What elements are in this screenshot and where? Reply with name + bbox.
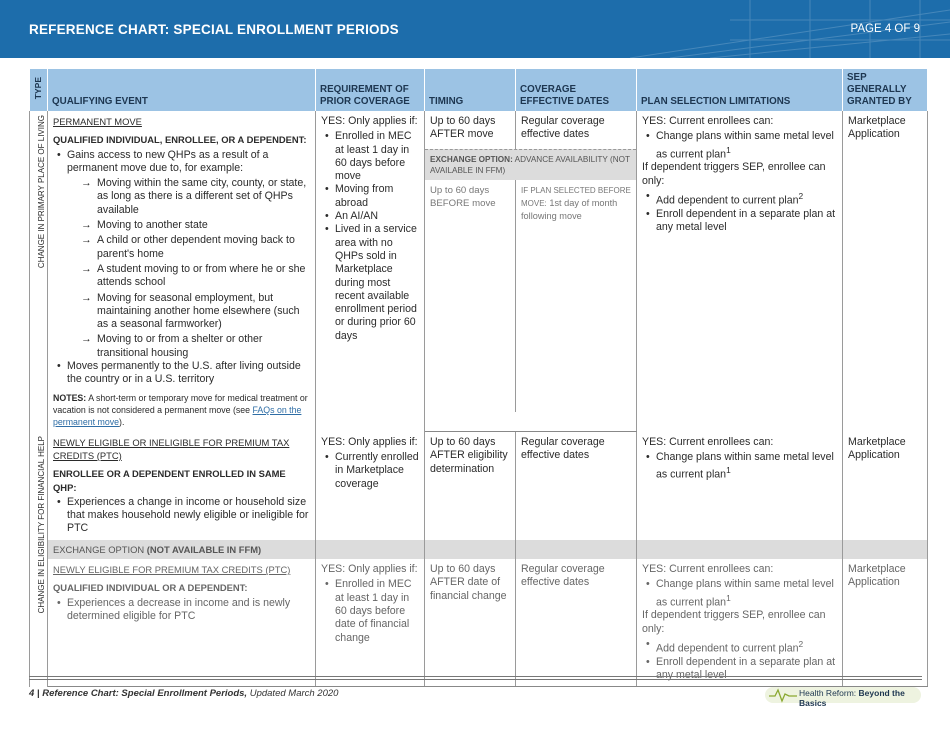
column-header-plan-selection: PLAN SELECTION LIMITATIONS xyxy=(637,69,843,111)
plan-selection-cell: YES: Current enrollees can: • Change plans within same metal level as current plan$^1$ xyxy=(637,432,843,540)
column-header-type: TYPE xyxy=(30,69,48,111)
plan-selection-cell: YES: Current enrollees can: • Change plans within same metal level as current plan$^1$ If dependent triggers SEP, enrollee can only: • Add dependent to current plan$^2$ • Enroll dependent in a separate plan at any metal level xyxy=(637,111,843,432)
table-header-row xyxy=(30,69,928,111)
event-cell-ptc: NEWLY ELIGIBLE OR INELIGIBLE FOR PREMIUM TAX CREDITS (PTC) ENROLLEE OR A DEPENDENT ENROLLED IN SAME QHP: • Experiences a change in income or household size that makes household newly eligible or ineligible for PTC xyxy=(48,432,316,540)
timing-cell: Up to 60 days AFTER date of financial change xyxy=(425,559,516,687)
logo-text: Health Reform: Beyond the Basics xyxy=(799,688,905,708)
table-row-ptc-eligibility xyxy=(30,432,928,540)
effective-cell: Regular coverage effective dates xyxy=(516,559,637,687)
list-item: • An AI/AN xyxy=(329,210,419,223)
brand-logo xyxy=(765,686,921,708)
list-item: → Moving to another state xyxy=(81,219,310,232)
exchange-timing: Up to 60 days BEFORE move xyxy=(425,180,516,412)
list-item: → Moving within the same city, county, or state, as long as there is a different set of QHPs available xyxy=(81,177,310,217)
exchange-option-banner: EXCHANGE OPTION: ADVANCE AVAILABILITY (NOT AVAILABLE IN FFM) xyxy=(425,149,636,180)
timing-cell: Up to 60 days AFTER move xyxy=(425,111,516,149)
footer-text: 4 | Reference Chart: Special Enrollment Periods, Updated March 2020 xyxy=(29,688,339,699)
event-cell-newly-eligible: NEWLY ELIGIBLE FOR PREMIUM TAX CREDITS (PTC) QUALIFIED INDIVIDUAL OR A DEPENDENT: • Experiences a decrease in income and is newly determined eligible for PTC xyxy=(48,559,316,687)
requirement-cell: YES: Only applies if: • Currently enrolled in Marketplace coverage xyxy=(316,432,425,540)
list-item: • Gains access to new QHPs as a result of a permanent move due to, for example: → Moving within the same city, county, or state, as long as there is a different set of QHPs available → Moving to another state → A child or other dependent moving back to parent's home → A student moving to or from where he or she attends school → Moving for seasonal employment, but maintaining another home elsewhere (such as a seasonal farmworker) → Moving to or from a shelter or other transitional housing xyxy=(61,149,310,360)
list-item: • Change plans within same metal level as current plan$^1$ xyxy=(650,451,837,482)
list-item: • Change plans within same metal level as current plan$^1$ xyxy=(650,578,837,609)
type-cell-primary-place xyxy=(30,111,48,432)
list-item: • Enroll dependent in a separate plan at any metal level xyxy=(650,656,837,683)
arrow-list xyxy=(81,177,310,360)
granted-by-cell: Marketplace Application xyxy=(843,111,928,432)
requirement-cell: YES: Only applies if: • Enrolled in MEC at least 1 day in 60 days before date of financial change xyxy=(316,559,425,687)
column-header-granted-by: SEP GENERALLY GRANTED BY xyxy=(843,69,928,111)
list-item: • Currently enrolled in Marketplace coverage xyxy=(329,451,419,491)
footer-divider xyxy=(29,679,922,680)
list-item: → Moving for seasonal employment, but maintaining another home elsewhere (such as a seasonal farmworker) xyxy=(81,292,310,332)
list-item: • Add dependent to current plan$^2$ xyxy=(650,638,837,656)
list-item: • Experiences a change in income or household size that makes household newly eligible or ineligible for PTC xyxy=(61,496,310,536)
event-cell-permanent-move xyxy=(48,111,316,432)
exchange-option-label: EXCHANGE OPTION (NOT AVAILABLE IN FFM) xyxy=(48,540,316,559)
column-header-timing: TIMING xyxy=(425,69,516,111)
column-header-prior-coverage: REQUIREMENT OF PRIOR COVERAGE xyxy=(316,69,425,111)
notes: NOTES: A short-term or temporary move for medical treatment or vacation is not considered a permanent move (see FAQs on the permanent move). xyxy=(53,392,308,427)
list-item: • Moves permanently to the U.S. after living outside the country or in a U.S. territory xyxy=(61,360,310,387)
document-title: REFERENCE CHART: SPECIAL ENROLLMENT PERIODS xyxy=(29,22,399,37)
table-row-exchange-option xyxy=(30,540,928,559)
event-who: QUALIFIED INDIVIDUAL, ENROLLEE, OR A DEPENDENT: xyxy=(53,134,307,146)
list-item: • Lived in a service area with no QHPs sold in Marketplace during most recent available enrollment period or during prior 60 days xyxy=(329,223,419,343)
exchange-option-cell xyxy=(425,149,637,432)
list-item: • Experiences a decrease in income and is newly determined eligible for PTC xyxy=(61,597,310,624)
faq-link[interactable]: FAQs on the permanent move xyxy=(53,404,302,427)
event-title: PERMANENT MOVE xyxy=(53,116,142,127)
page-indicator: PAGE 4 OF 9 xyxy=(850,23,920,35)
list-item: → A student moving to or from where he or she attends school xyxy=(81,263,310,290)
table-row-permanent-move xyxy=(30,111,928,149)
list-item: • Enroll dependent in a separate plan at any metal level xyxy=(650,208,837,235)
sep-reference-table xyxy=(29,69,928,687)
exchange-effective: IF PLAN SELECTED BEFORE MOVE: 1st day of month following move xyxy=(521,186,631,221)
effective-cell: Regular coverage effective dates xyxy=(516,432,637,540)
requirement-list xyxy=(321,130,419,343)
type-cell-financial-help xyxy=(30,432,48,687)
list-item: • Enrolled in MEC at least 1 day in 60 days before date of financial change xyxy=(329,578,419,644)
list-item: • Add dependent to current plan$^2$ xyxy=(650,190,837,208)
list-item: • Change plans within same metal level as current plan$^1$ xyxy=(650,130,837,161)
column-header-effective-dates: COVERAGE EFFECTIVE DATES xyxy=(516,69,637,111)
column-header-qualifying-event: QUALIFYING EVENT xyxy=(48,69,316,111)
list-item: • Enrolled in MEC at least 1 day in 60 days before move xyxy=(329,130,419,183)
timing-cell: Up to 60 days AFTER eligibility determination xyxy=(425,432,516,540)
type-label-primary-place: CHANGE IN PRIMARY PLACE OF LIVING xyxy=(37,115,46,269)
table-row-newly-eligible-ptc xyxy=(30,559,928,687)
list-item: • Moving from abroad xyxy=(329,183,419,210)
event-bullets xyxy=(53,149,310,387)
granted-by-cell: Marketplace Application xyxy=(843,559,928,687)
effective-cell: Regular coverage effective dates xyxy=(516,111,637,149)
granted-by-cell: Marketplace Application xyxy=(843,432,928,540)
type-label-financial-help: CHANGE IN ELIGIBILITY FOR FINANCIAL HELP xyxy=(37,435,46,614)
plan-selection-cell: YES: Current enrollees can: • Change plans within same metal level as current plan$^1$ If dependent triggers SEP, enrollee can only: • Add dependent to current plan$^2$ • Enroll dependent in a separate plan at any metal level xyxy=(637,559,843,687)
list-item: → Moving to or from a shelter or other transitional housing xyxy=(81,333,310,360)
footer-divider xyxy=(29,676,922,677)
requirement-cell: YES: Only applies if: • Enrolled in MEC at least 1 day in 60 days before move • Moving from abroad • An AI/AN • Lived in a service area with no QHPs sold in Marketplace during most recent available enrollment period or during prior 60 days xyxy=(316,111,425,432)
header-banner xyxy=(0,0,950,58)
list-item: → A child or other dependent moving back to parent's home xyxy=(81,234,310,261)
